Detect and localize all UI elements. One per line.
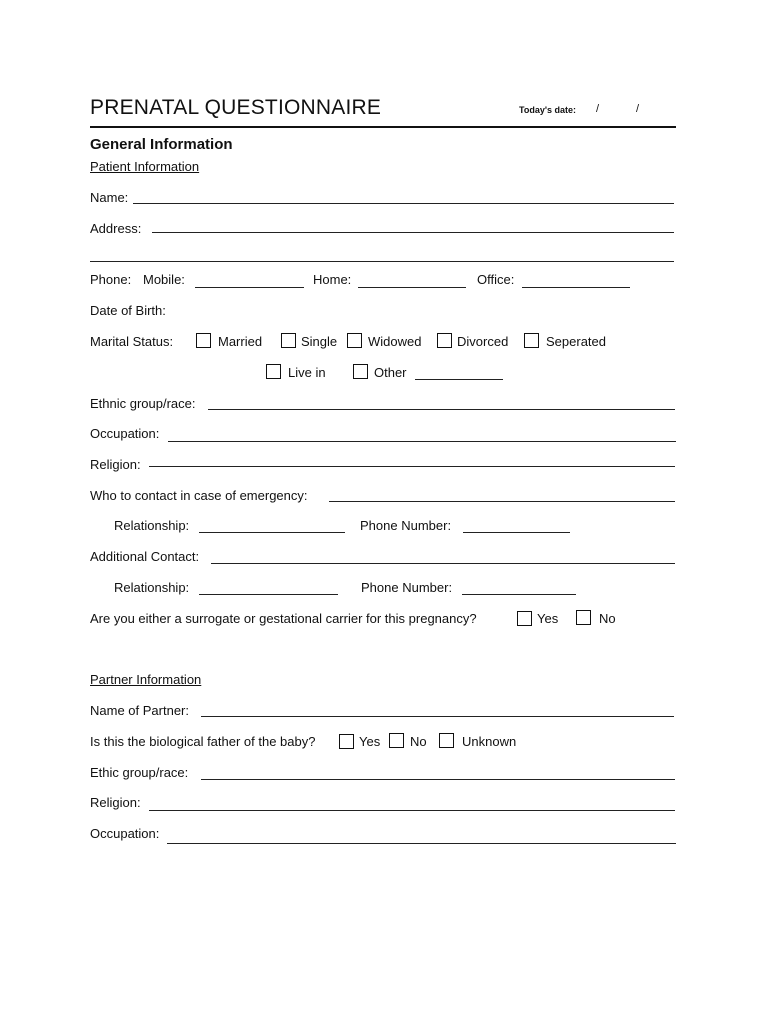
header-rule <box>90 126 676 128</box>
office-label: Office: <box>477 272 515 287</box>
mobile-label: Mobile: <box>143 272 185 287</box>
partner-occupation-field[interactable] <box>167 843 676 844</box>
office-field[interactable] <box>522 287 630 288</box>
religion-field[interactable] <box>149 466 675 467</box>
partner-name-label: Name of Partner: <box>90 703 189 718</box>
bio-father-unknown-checkbox[interactable] <box>439 733 454 748</box>
partner-religion-label: Religion: <box>90 795 141 810</box>
relationship-label: Relationship: <box>114 518 190 533</box>
date-separator: / <box>636 103 640 115</box>
separated-checkbox[interactable] <box>524 333 539 348</box>
biological-father-question: Is this the biological father of the baby? <box>90 734 316 749</box>
partner-occupation-label: Occupation: <box>90 826 160 841</box>
separated-label: Seperated <box>546 334 606 349</box>
bio-father-no-checkbox[interactable] <box>389 733 404 748</box>
phone-number-field[interactable] <box>462 594 576 595</box>
mobile-field[interactable] <box>195 287 304 288</box>
bio-father-yes-checkbox[interactable] <box>339 734 354 749</box>
live-in-label: Live in <box>288 365 326 380</box>
page-title: PRENATAL QUESTIONNAIRE <box>90 96 382 119</box>
other-field[interactable] <box>415 379 503 380</box>
additional-contact-field[interactable] <box>211 563 675 564</box>
bio-father-yes-label: Yes <box>359 734 381 749</box>
phone-number-field[interactable] <box>463 532 570 533</box>
partner-name-field[interactable] <box>201 716 674 717</box>
divorced-checkbox[interactable] <box>437 333 452 348</box>
widowed-checkbox[interactable] <box>347 333 362 348</box>
dob-label: Date of Birth: <box>90 303 166 318</box>
occupation-field[interactable] <box>168 441 676 442</box>
home-label: Home: <box>313 272 352 287</box>
live-in-checkbox[interactable] <box>266 364 281 379</box>
section-title: General Information <box>90 136 233 153</box>
married-checkbox[interactable] <box>196 333 211 348</box>
partner-religion-field[interactable] <box>149 810 675 811</box>
surrogate-no-checkbox[interactable] <box>576 610 591 625</box>
phone-number-label: Phone Number: <box>361 580 453 595</box>
name-field[interactable] <box>133 203 674 204</box>
single-label: Single <box>301 334 338 349</box>
bio-father-no-label: No <box>410 734 427 749</box>
date-separator: / <box>596 103 600 115</box>
phone-label: Phone: <box>90 272 132 287</box>
address-label: Address: <box>90 221 142 236</box>
marital-status-label: Marital Status: <box>90 334 174 349</box>
additional-contact-label: Additional Contact: <box>90 549 200 564</box>
surrogate-yes-label: Yes <box>537 611 559 626</box>
bio-father-unknown-label: Unknown <box>462 734 517 749</box>
emergency-contact-field[interactable] <box>329 501 675 502</box>
religion-label: Religion: <box>90 457 141 472</box>
emergency-contact-label: Who to contact in case of emergency: <box>90 488 308 503</box>
other-checkbox[interactable] <box>353 364 368 379</box>
patient-info-heading: Patient Information <box>90 159 200 174</box>
occupation-label: Occupation: <box>90 426 160 441</box>
address-field-line2[interactable] <box>90 261 674 262</box>
relationship-field[interactable] <box>199 532 345 533</box>
ethnic-group-field[interactable] <box>208 409 675 410</box>
phone-number-label: Phone Number: <box>360 518 452 533</box>
todays-date-label: Today's date: <box>519 105 576 115</box>
divorced-label: Divorced <box>457 334 509 349</box>
home-field[interactable] <box>358 287 466 288</box>
address-field[interactable] <box>152 232 674 233</box>
relationship-field[interactable] <box>199 594 338 595</box>
other-label: Other <box>374 365 407 380</box>
widowed-label: Widowed <box>368 334 422 349</box>
single-checkbox[interactable] <box>281 333 296 348</box>
surrogate-question: Are you either a surrogate or gestational carrier for this pregnancy? <box>90 611 477 626</box>
name-label: Name: <box>90 190 129 205</box>
surrogate-no-label: No <box>599 611 616 626</box>
partner-info-heading: Partner Information <box>90 672 202 687</box>
married-label: Married <box>218 334 263 349</box>
surrogate-yes-checkbox[interactable] <box>517 611 532 626</box>
partner-ethnic-group-field[interactable] <box>201 779 675 780</box>
ethnic-group-label: Ethnic group/race: <box>90 396 196 411</box>
partner-ethnic-group-label: Ethic group/race: <box>90 765 189 780</box>
relationship-label: Relationship: <box>114 580 190 595</box>
